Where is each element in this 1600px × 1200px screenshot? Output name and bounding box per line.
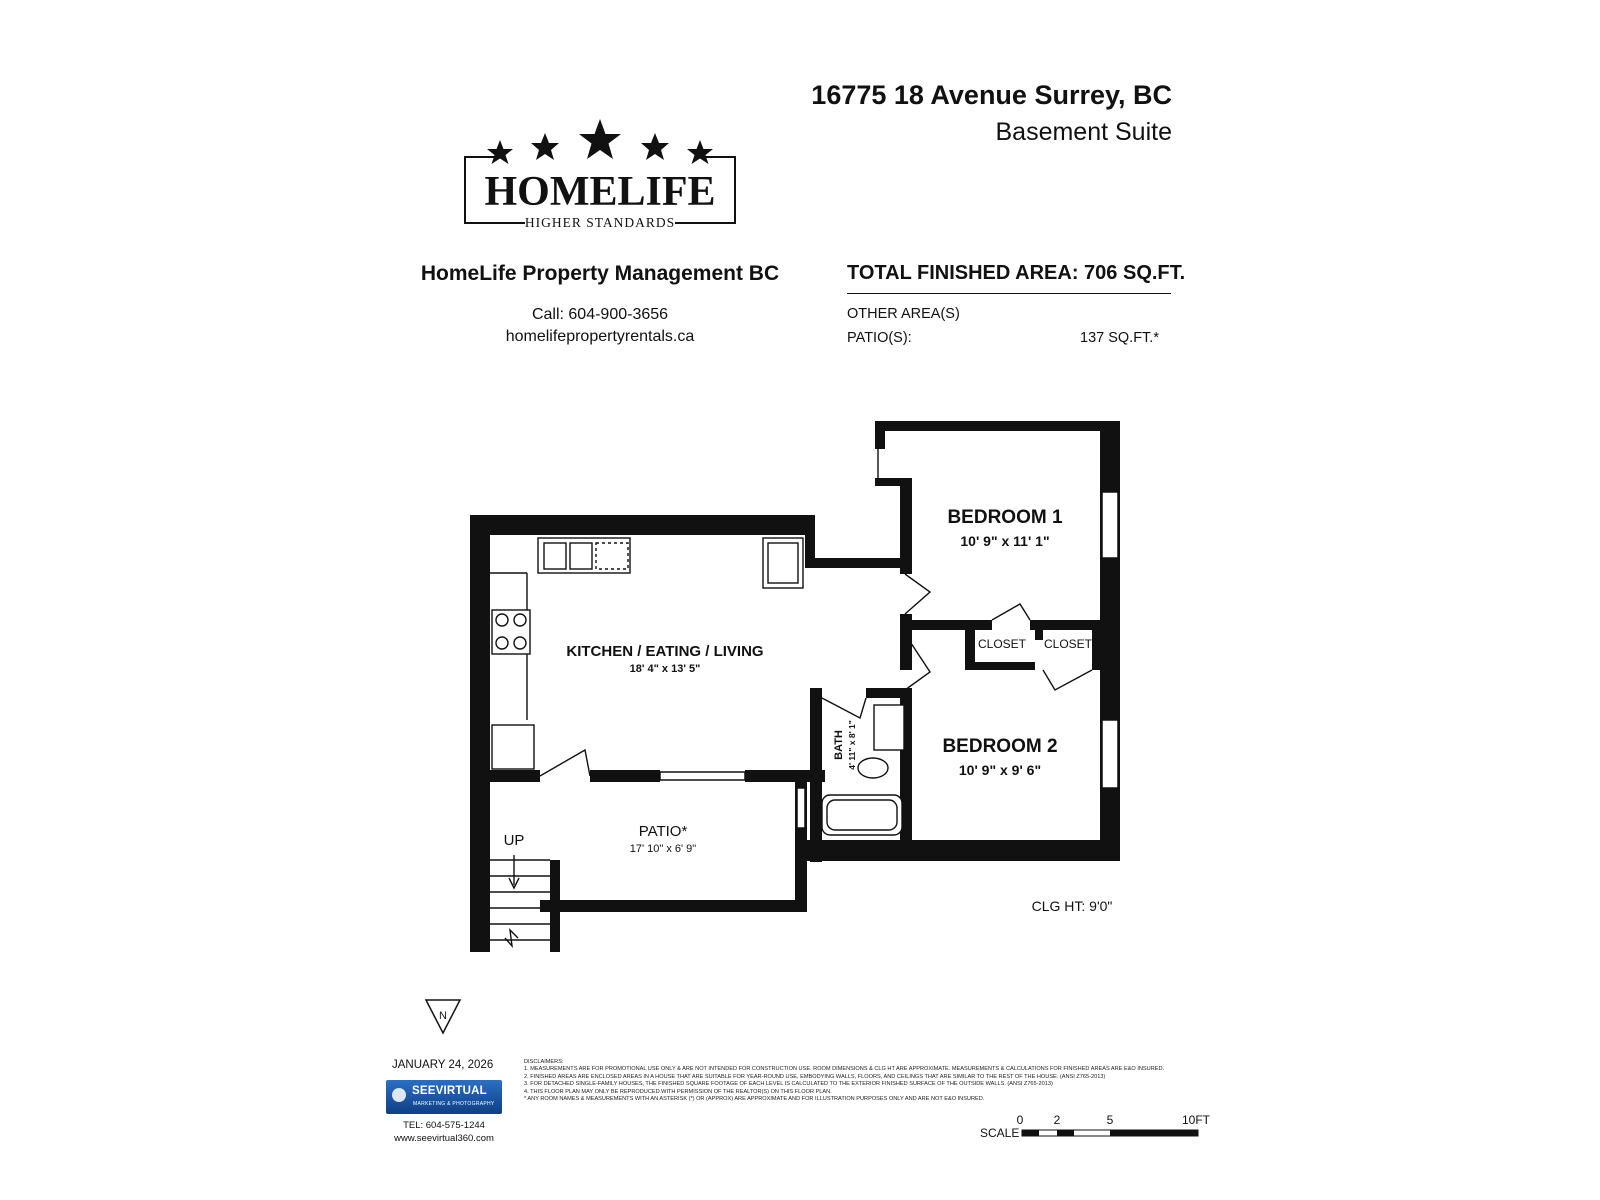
patio-dims: 17' 10" x 6' 9" [629, 843, 697, 855]
scale-label: SCALE [980, 1126, 1020, 1140]
bedroom2-name: BEDROOM 2 [942, 736, 1058, 757]
bedroom1-name: BEDROOM 1 [947, 507, 1063, 528]
scale-bar [1022, 1130, 1198, 1136]
disclaimer-item: 2. FINISHED AREAS ARE ENCLOSED AREAS IN A HOUSE THAT ARE SUITABLE FOR YEAR-ROUND USE, EMBODYING WALLS, FLOORS, AND CEILINGS THAT ARE SIMILAR TO THE REST OF THE HOUSE. (ANSI Z765-2013) [524, 1073, 1106, 1080]
disclaimer-item: 1. MEASUREMENTS ARE FOR PROMOTIONAL USE ONLY & ARE NOT INTENDED FOR CONSTRUCTION USE. ROOM DIMENSIONS & CLG HT ARE APPROXIMATE. MEASUREMENTS & CALCULATIONS FOR FINISHED AREAS ARE E&O INSURED. [524, 1066, 1165, 1073]
disclaimers [524, 1059, 1204, 1103]
phone[interactable]: Call: 604-900-3656 [531, 306, 669, 323]
other-areas-heading: OTHER AREA(S) [847, 306, 960, 322]
patio-area-label: PATIO(S): [847, 330, 912, 346]
bedroom1-dims: 10' 9" x 11' 1" [960, 533, 1050, 549]
logo-word: HOMELIFE [484, 169, 716, 215]
plan-date: JANUARY 24, 2026 [392, 1059, 494, 1071]
globe-icon [392, 1088, 406, 1102]
scale-tick-5: 5 [1106, 1113, 1114, 1127]
closet2-label: CLOSET [1043, 637, 1093, 651]
total-area-value: 706 SQ.FT. [1084, 262, 1186, 284]
closet1-label: CLOSET [977, 637, 1027, 651]
patio-area-value: 137 SQ.FT.* [1080, 330, 1159, 346]
patio-name: PATIO* [638, 823, 688, 840]
bath-name: BATH [833, 730, 845, 760]
kitchen-dims: 18' 4" x 13' 5" [629, 663, 701, 675]
seevirtual-sub: MARKETING & PHOTOGRAPHY [413, 1101, 495, 1107]
unit-label: Basement Suite [995, 118, 1172, 146]
scale-tick-0: 0 [1016, 1113, 1024, 1127]
disclaimer-item: 4. THIS FLOOR PLAN MAY ONLY BE REPRODUCED WITH PERMISSION OF THE REALTOR(S) ON THIS FLOOR PLAN. [524, 1088, 832, 1095]
walls [470, 421, 1120, 952]
disclaimer-item: 3. FOR DETACHED SINGLE-FAMILY HOUSES, THE FINISHED SQUARE FOOTAGE OF EACH LEVEL IS CALCULATED TO THE EXTERIOR FINISHED SURFACE OF THE OUTSIDE WALLS. (ANSI Z765-2013) [524, 1081, 1053, 1088]
ceiling-height: CLG HT: 9'0" [1031, 898, 1113, 914]
kitchen-name: KITCHEN / EATING / LIVING [566, 643, 764, 660]
disclaimer-title: DISCLAIMERS: [524, 1059, 564, 1065]
seevirtual-logo[interactable] [386, 1080, 502, 1114]
bath-dims: 4' 11" x 8' 1" [847, 720, 857, 770]
scale-tick-2: 2 [1053, 1113, 1061, 1127]
company-name: HomeLife Property Management BC [420, 262, 780, 285]
seevirtual-web[interactable]: www.seevirtual360.com [394, 1133, 494, 1144]
disclaimer-item: * ANY ROOM NAMES & MEASUREMENTS WITH AN ASTERISK (*) OR (APPROX) ARE APPROXIMATE AND FOR ILLUSTRATION PURPOSES ONLY AND ARE NOT E&O INSURED. [524, 1096, 985, 1103]
seevirtual-word: SEEVIRTUAL [412, 1085, 487, 1097]
seevirtual-tel: TEL: 604-575-1244 [403, 1120, 485, 1131]
bedroom2-dims: 10' 9" x 9' 6" [958, 762, 1042, 778]
website-link[interactable]: homelifepropertyrentals.ca [505, 328, 695, 345]
fixtures [490, 538, 904, 835]
stairs-label: UP [503, 832, 525, 849]
scale-tick-10: 10FT [1181, 1113, 1211, 1127]
total-area-label-text: TOTAL FINISHED AREA: [847, 262, 1079, 284]
north-label: N [439, 1010, 447, 1022]
logo-tagline: HIGHER STANDARDS [524, 215, 676, 230]
property-address: 16775 18 Avenue Surrey, BC [811, 80, 1172, 110]
